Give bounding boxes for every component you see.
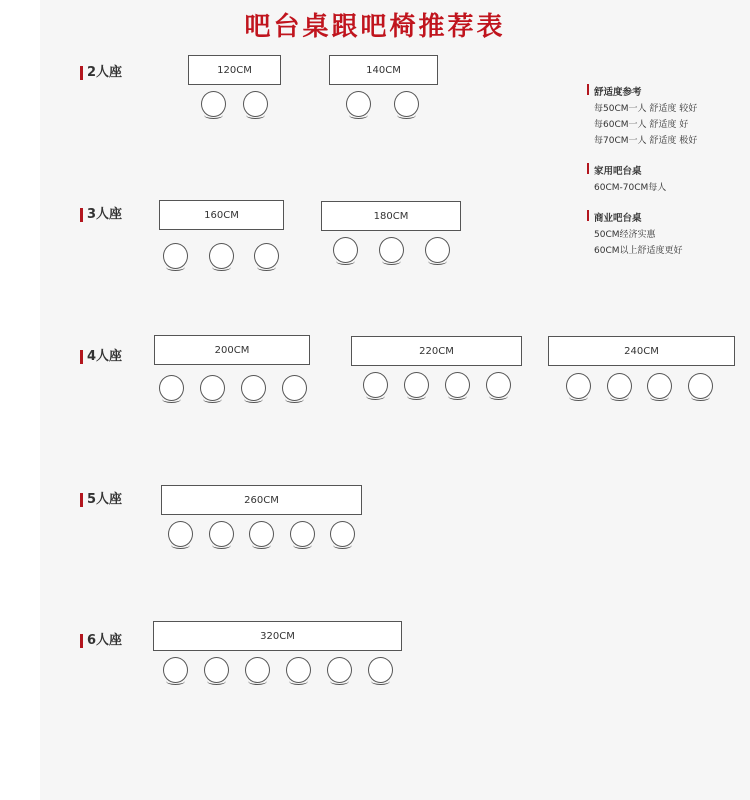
bar-stool bbox=[346, 91, 371, 117]
bar-stool bbox=[566, 373, 591, 399]
bar-stool bbox=[282, 375, 307, 401]
bar-stool bbox=[168, 521, 193, 547]
bar-stool bbox=[327, 657, 352, 683]
bar-table-140cm: 140CM bbox=[329, 55, 438, 85]
comfort-line: 每60CM一人 舒适度 好 bbox=[594, 120, 689, 130]
bar-stool bbox=[333, 237, 358, 263]
bar-table-260cm: 260CM bbox=[161, 485, 362, 515]
bar-stool bbox=[394, 91, 419, 117]
bar-stool bbox=[404, 372, 429, 398]
bar-stool bbox=[209, 521, 234, 547]
bar-stool bbox=[330, 521, 355, 547]
bar-table-240cm: 240CM bbox=[548, 336, 735, 366]
comfort-line: 每50CM一人 舒适度 较好 bbox=[594, 104, 698, 114]
comfort-line: 每70CM一人 舒适度 极好 bbox=[594, 136, 698, 146]
bar-stool bbox=[425, 237, 450, 263]
bar-stool bbox=[647, 373, 672, 399]
commercial-heading: 商业吧台桌 bbox=[587, 210, 747, 224]
bar-stool bbox=[688, 373, 713, 399]
bar-table-160cm: 160CM bbox=[159, 200, 284, 230]
row-label-4-seats: 4人座 bbox=[80, 349, 122, 365]
bar-stool bbox=[163, 657, 188, 683]
bar-stool bbox=[254, 243, 279, 269]
bar-table-180cm: 180CM bbox=[321, 201, 461, 231]
bar-stool bbox=[368, 657, 393, 683]
bar-stool bbox=[159, 375, 184, 401]
bar-stool bbox=[249, 521, 274, 547]
commercial-bar-table bbox=[587, 210, 747, 259]
bar-stool bbox=[243, 91, 268, 117]
home-bar-table bbox=[587, 163, 747, 196]
comfort-reference bbox=[587, 84, 747, 149]
bar-stool bbox=[204, 657, 229, 683]
bar-stool bbox=[290, 521, 315, 547]
left-margin bbox=[0, 0, 40, 800]
bar-stool bbox=[200, 375, 225, 401]
bar-stool bbox=[607, 373, 632, 399]
info-panel bbox=[587, 84, 747, 273]
commercial-line: 50CM经济实惠 bbox=[594, 230, 656, 240]
comfort-heading: 舒适度参考 bbox=[587, 84, 747, 98]
bar-stool bbox=[163, 243, 188, 269]
bar-table-120cm: 120CM bbox=[188, 55, 281, 85]
home-line: 60CM-70CM每人 bbox=[594, 183, 667, 193]
row-label-5-seats: 5人座 bbox=[80, 492, 122, 508]
bar-table-220cm: 220CM bbox=[351, 336, 522, 366]
row-label-3-seats: 3人座 bbox=[80, 207, 122, 223]
bar-stool bbox=[286, 657, 311, 683]
bar-table-320cm: 320CM bbox=[153, 621, 402, 651]
bar-stool bbox=[445, 372, 470, 398]
bar-stool bbox=[486, 372, 511, 398]
home-heading: 家用吧台桌 bbox=[587, 163, 747, 177]
bar-table-200cm: 200CM bbox=[154, 335, 310, 365]
page-title: 吧台桌跟吧椅推荐表 bbox=[244, 12, 506, 42]
bar-stool bbox=[379, 237, 404, 263]
bar-stool bbox=[201, 91, 226, 117]
row-label-6-seats: 6人座 bbox=[80, 633, 122, 649]
bar-stool bbox=[241, 375, 266, 401]
commercial-line: 60CM以上舒适度更好 bbox=[594, 246, 683, 256]
bar-stool bbox=[209, 243, 234, 269]
row-label-2-seats: 2人座 bbox=[80, 65, 122, 81]
bar-stool bbox=[363, 372, 388, 398]
bar-stool bbox=[245, 657, 270, 683]
